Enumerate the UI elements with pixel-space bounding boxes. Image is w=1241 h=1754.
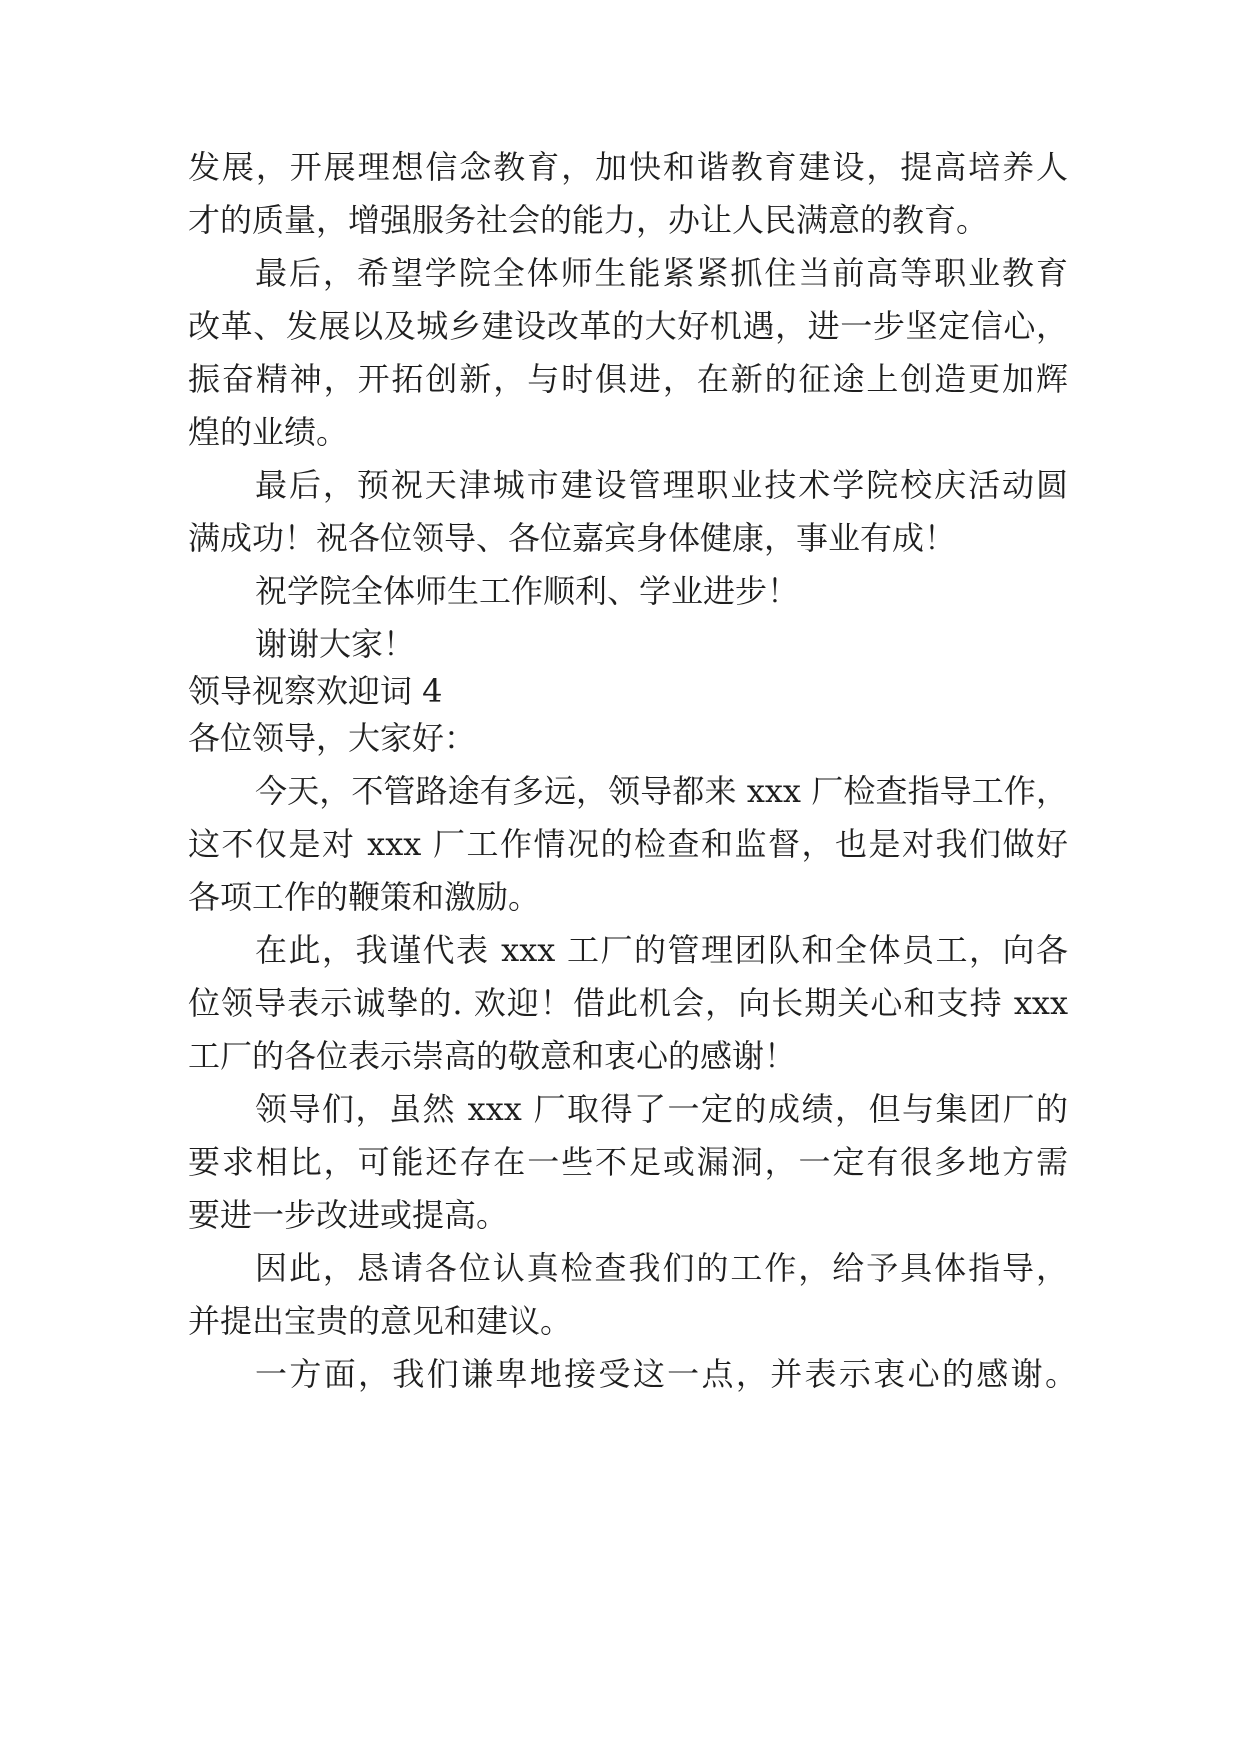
paragraph-line: 改革、发展以及城乡建设改革的大好机遇，进一步坚定信心， [188,307,1068,345]
paragraph-line: 领导们，虽然 xxx 厂取得了一定的成绩，但与集团厂的 [255,1090,1068,1128]
paragraph-line: 这不仅是对 xxx 厂工作情况的检查和监督，也是对我们做好 [188,825,1068,863]
section-heading: 领导视察欢迎词 4 [188,672,443,710]
paragraph-line: 最后，预祝天津城市建设管理职业技术学院校庆活动圆 [255,466,1068,504]
paragraph-line: 各项工作的鞭策和激励。 [188,878,541,916]
paragraph-line: 谢谢大家！ [255,625,416,663]
paragraph-line: 最后，希望学院全体师生能紧紧抓住当前高等职业教育 [255,254,1068,292]
paragraph-line: 满成功！祝各位领导、各位嘉宾身体健康，事业有成！ [188,519,957,557]
paragraph-line: 祝学院全体师生工作顺利、学业进步！ [255,572,800,610]
paragraph-line: 今天，不管路途有多远，领导都来 xxx 厂检查指导工作， [255,772,1068,810]
paragraph-line: 位领导表示诚挚的. 欢迎！借此机会，向长期关心和支持 xxx [188,984,1068,1022]
paragraph-line: 因此，恳请各位认真检查我们的工作，给予具体指导， [255,1249,1068,1287]
paragraph-line: 才的质量，增强服务社会的能力，办让人民满意的教育。 [188,201,989,239]
paragraph-line: 一方面，我们谦卑地接受这一点，并表示衷心的感谢。 [255,1355,1077,1393]
salutation: 各位领导，大家好： [188,719,477,757]
paragraph-line: 煌的业绩。 [188,413,349,451]
paragraph-line: 发展，开展理想信念教育，加快和谐教育建设，提高培养人 [188,148,1068,186]
paragraph-line: 在此，我谨代表 xxx 工厂的管理团队和全体员工，向各 [255,931,1068,969]
paragraph-line: 要进一步改进或提高。 [188,1196,509,1234]
paragraph-line: 振奋精神，开拓创新，与时俱进，在新的征途上创造更加辉 [188,360,1068,398]
paragraph-line: 工厂的各位表示崇高的敬意和衷心的感谢！ [188,1037,797,1075]
paragraph-line: 并提出宝贵的意见和建议。 [188,1302,573,1340]
paragraph-line: 要求相比，可能还存在一些不足或漏洞，一定有很多地方需 [188,1143,1068,1181]
